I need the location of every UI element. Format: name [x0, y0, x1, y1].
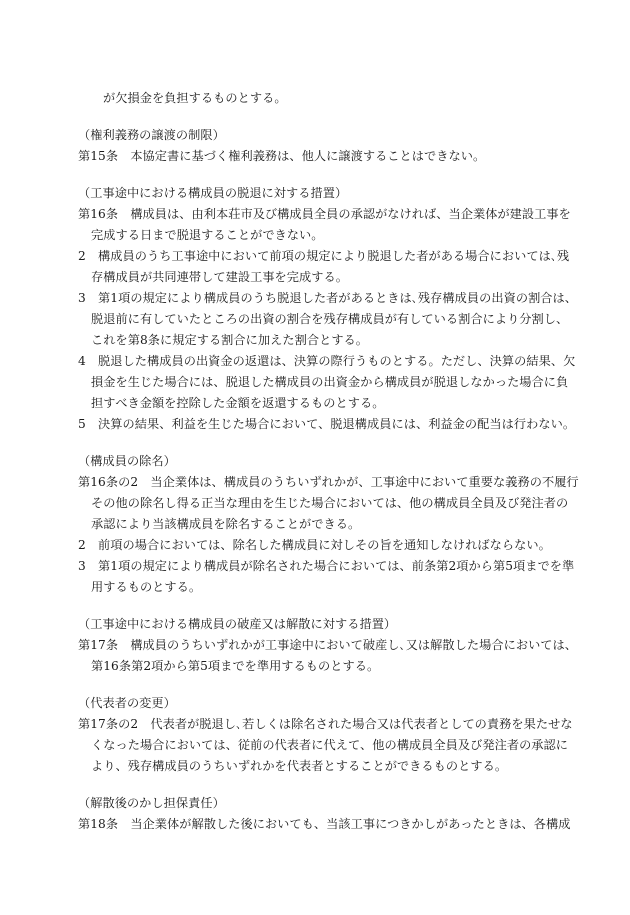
article-16-line-5: 3 第1項の規定により構成員のうち脱退した者があるときは､残存構成員の出資の割合は、 [78, 291, 578, 305]
article-16-line-11: 5 決算の結果、利益を生じた場合において、脱退構成員には、利益金の配当は行わない。 [78, 417, 576, 431]
article-15-line-1: 第15条 本協定書に基づく権利義務は、他人に譲渡することはできない。 [78, 149, 486, 163]
heading-article-16: （工事途中における構成員の脱退に対する措置） [78, 186, 348, 200]
intro-line: が欠損金を負担するものとする。 [103, 91, 287, 105]
article-16-2-line-1: 第16条の2 当企業体は、構成員のうちいずれかが、工事途中において重要な義務の不履行 [78, 475, 579, 489]
article-16-2-line-2: その他の除名し得る正当な理由を生じた場合においては、他の構成員全員及び発注者の [91, 496, 569, 510]
article-17-2-line-2: くなった場合においては、従前の代表者に代えて、他の構成員全員及び発注者の承認に [91, 738, 569, 752]
heading-article-18: （解散後のかし担保責任） [78, 796, 225, 810]
article-16-line-2: 完成する日まで脱退することができない。 [91, 228, 324, 242]
article-16-2-line-6: 用するものとする。 [91, 580, 202, 594]
article-16-2-line-3: 承認により当該構成員を除名することができる。 [91, 517, 361, 531]
article-16-line-4: 存構成員が共同連帯して建設工事を完成する。 [91, 270, 348, 284]
article-16-line-6: 脱退前に有していたところの出資の割合を残存構成員が有している割合により分割し、 [91, 312, 569, 326]
article-16-line-8: 4 脱退した構成員の出資金の返還は、決算の際行うものとする。ただし、決算の結果、欠 [78, 354, 576, 368]
article-17-2-line-1: 第17条の2 代表者が脱退し､若しくは除名された場合又は代表者としての責務を果たせな [78, 717, 573, 731]
article-17-line-2: 第16条第2項から第5項までを準用するものとする。 [91, 659, 380, 673]
article-17-2-line-3: より、残存構成員のうちいずれかを代表者とすることができるものとする。 [91, 759, 508, 773]
heading-article-16-2: （構成員の除名） [78, 454, 176, 468]
article-16-2-line-5: 3 第1項の規定により構成員が除名された場合においては、前条第2項から第5項までを準 [78, 559, 575, 573]
heading-article-17: （工事途中における構成員の破産又は解散に対する措置） [78, 617, 397, 631]
article-16-line-1: 第16条 構成員は、由利本荘市及び構成員全員の承認がなければ、当企業体が建設工事を [78, 207, 571, 221]
article-16-line-7: これを第8条に規定する割合に加えた割合とする。 [91, 333, 369, 347]
article-16-line-3: 2 構成員のうち工事途中において前項の規定により脱退した者がある場合においては､残 [78, 249, 570, 263]
article-16-2-line-4: 2 前項の場合においては、除名した構成員に対しその旨を通知しなければならない。 [78, 538, 551, 552]
article-18-line-1: 第18条 当企業体が解散した後においても、当該工事につきかしがあったときは、各構成 [78, 817, 571, 831]
article-16-line-9: 損金を生じた場合には、脱退した構成員の出資金から構成員が脱退しなかった場合に負 [91, 375, 569, 389]
heading-article-15: （権利義務の譲渡の制限） [78, 128, 225, 142]
article-16-line-10: 担すべき金額を控除した金額を返還するものとする。 [91, 396, 385, 410]
article-17-line-1: 第17条 構成員のうちいずれかが工事途中において破産し､又は解散した場合においては、 [78, 638, 578, 652]
heading-article-17-2: （代表者の変更） [78, 696, 176, 710]
